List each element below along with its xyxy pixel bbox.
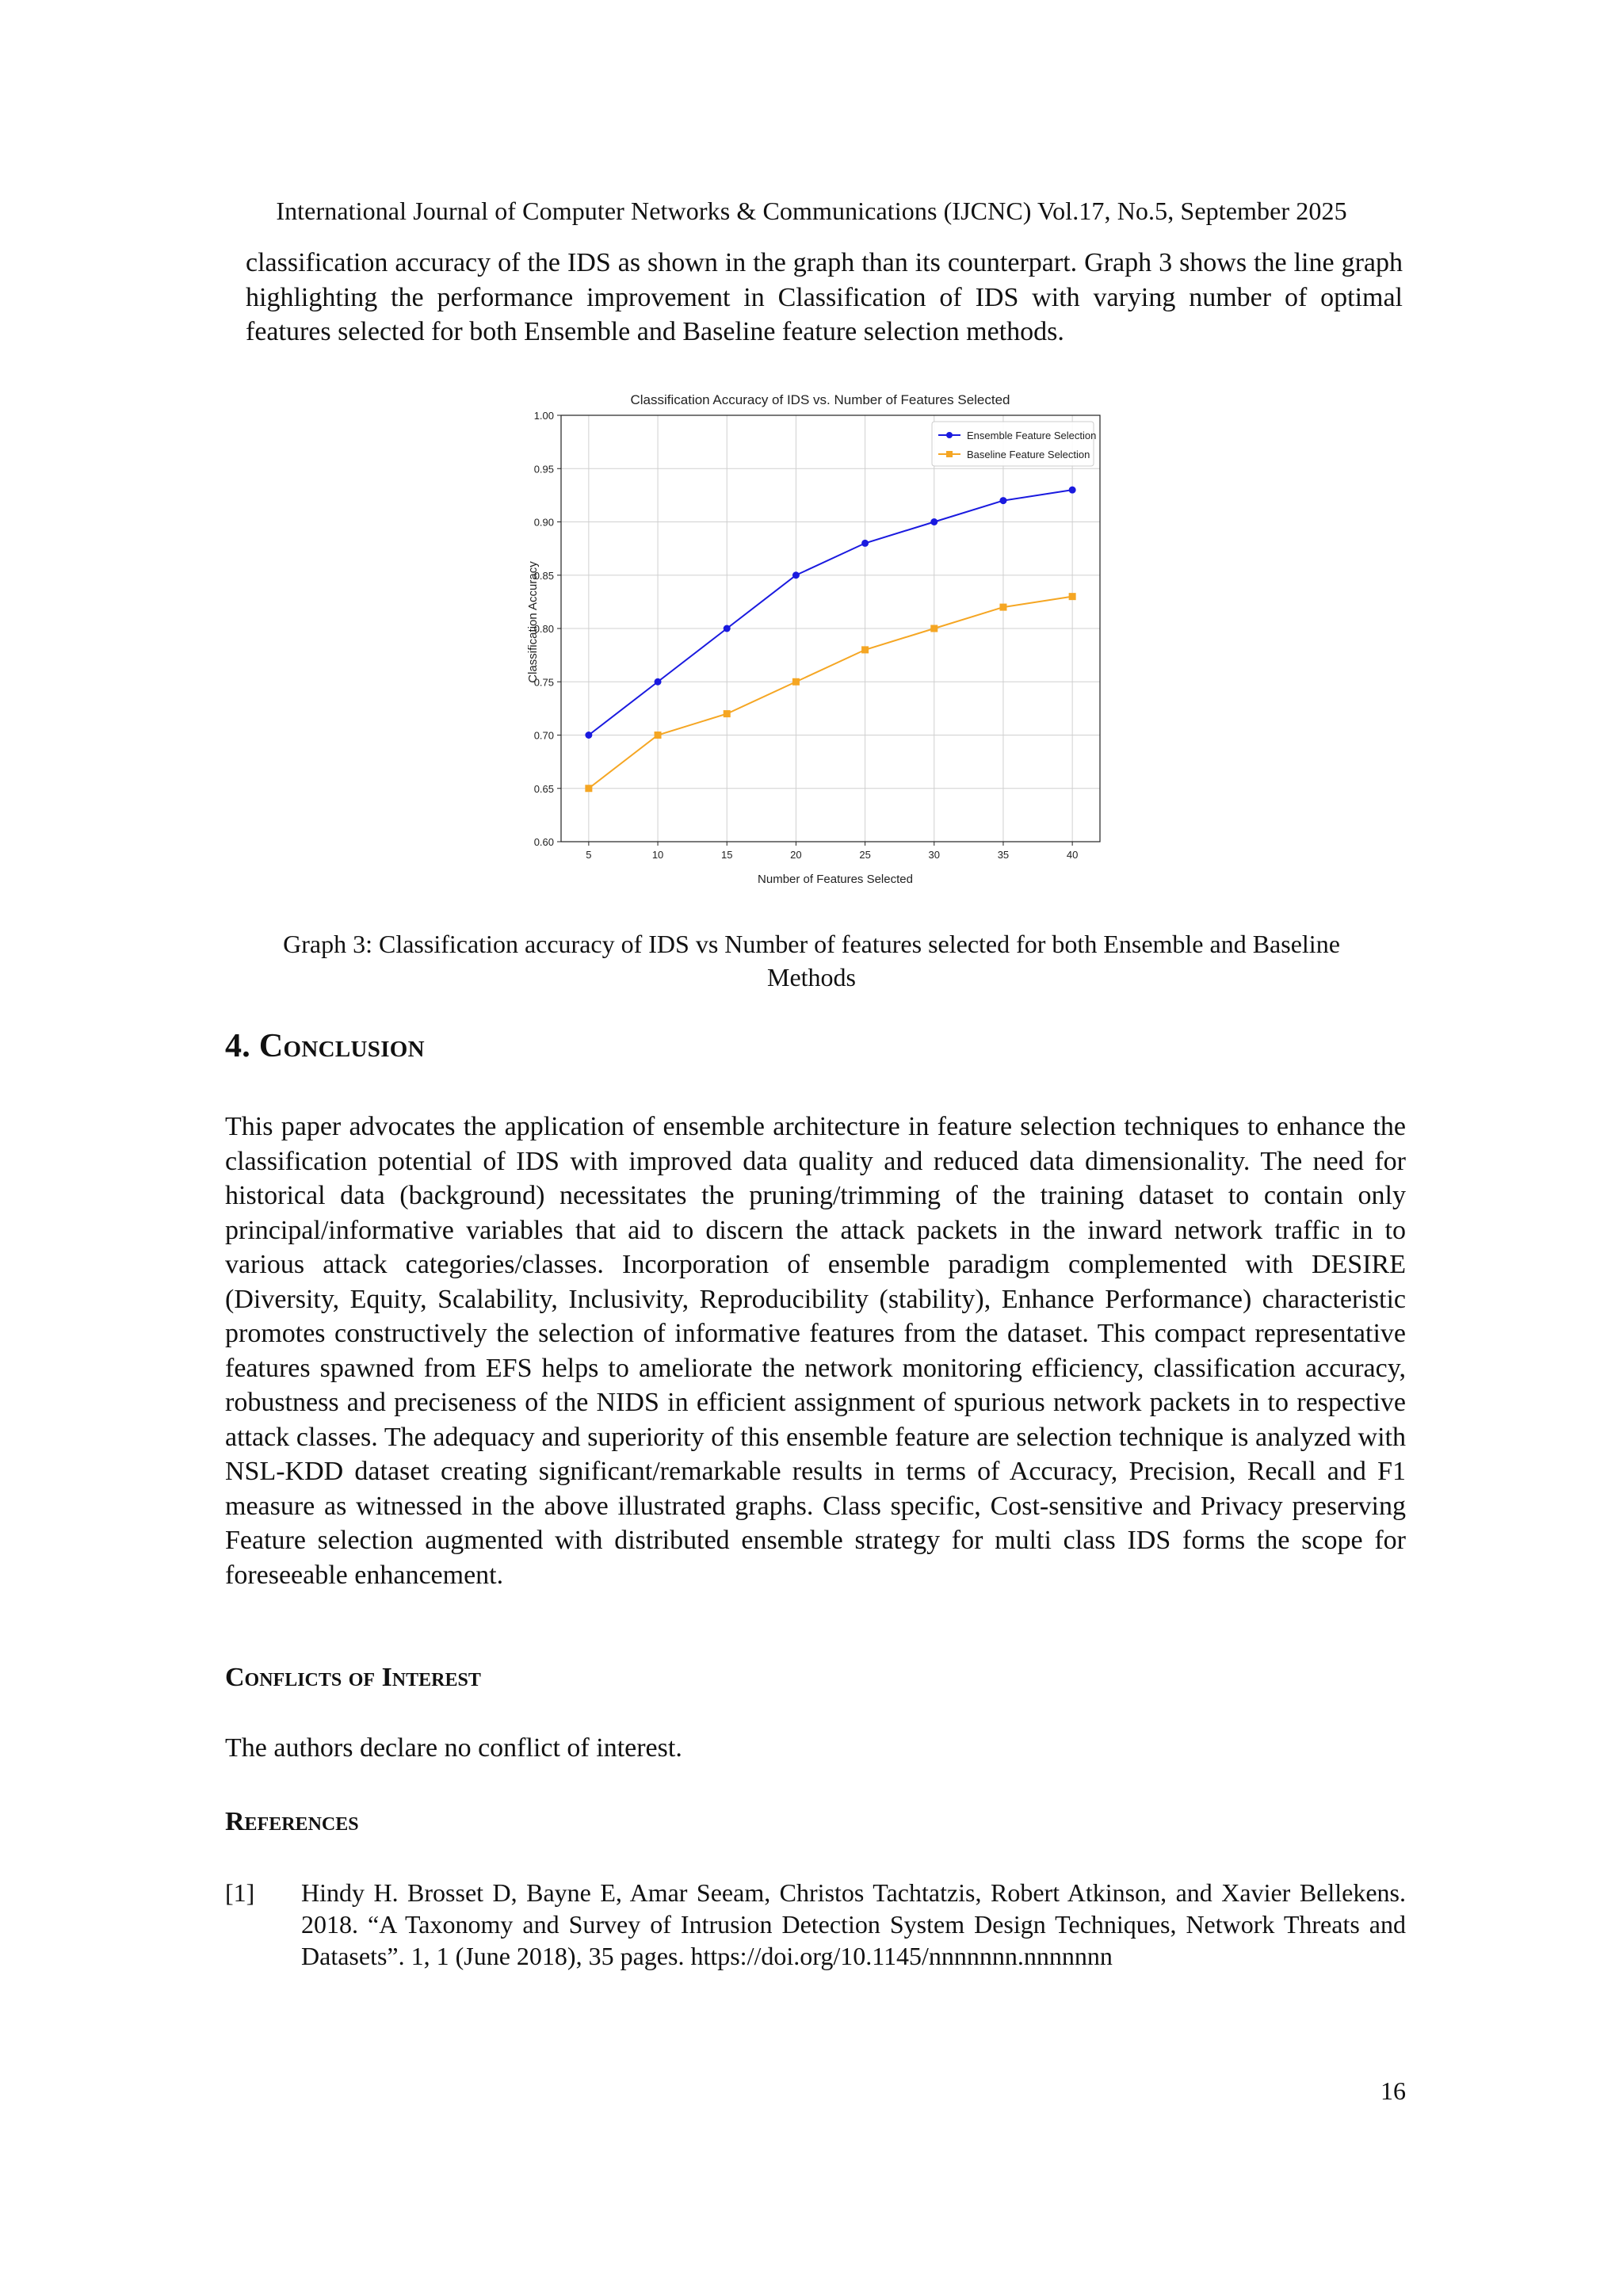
y-tick-label: 0.95	[533, 463, 554, 476]
y-tick-label: 0.80	[533, 623, 554, 635]
reference-text: Hindy H. Brosset D, Bayne E, Amar Seeam, Christos Tachtatzis, Robert Atkinson, and Xavier Bellekens. 2018. “A Taxonomy and Survey of Intrusion Detection System Design Techniques, Network Threats and Datasets”. 1, 1 (June 2018), 35 pages. https://doi.org/10.1145/nnnnnnn.nnnnnnn	[301, 1878, 1406, 1970]
intro-paragraph: classification accuracy of the IDS as shown in the graph than its counterpart. Graph 3 shows the line graph highlighting the performance improvement in Classification of IDS with varying number of optimal features selected for both Ensemble and Baseline feature selection methods.	[246, 248, 1403, 346]
baseline-data-point	[999, 604, 1006, 611]
baseline-series-line	[589, 597, 1072, 789]
ensemble-data-point	[655, 678, 662, 686]
ensemble-data-point	[930, 518, 938, 525]
conclusion-paragraph: This paper advocates the application of ensemble architecture in feature selection techniques to enhance the classification potential of IDS with improved data quality and reduced data dimensionality. The need for historical data (background) necessitates the pruning/trimming of the training dataset to contain only principal/informative variables that aid to discern the attack packets in the inward network traffic in to various attack categories/classes. Incorporation of ensemble paradigm complemented with DESIRE (Diversity, Equity, Scalability, Inclusivity, Reproducibility (stability), Enhance Performance) characteristic promotes constructively the selection of informative features from the dataset. This compact representative features spawned from EFS helps to ameliorate the network monitoring efficiency, classification accuracy, robustness and preciseness of the NIDS in efficient assignment of spurious network packets in to respective attack classes. The adequacy and superiority of this ensemble feature are selection technique is analyzed with NSL-KDD dataset creating significant/remarkable results in terms of Accuracy, Precision, Recall and F1 measure as witnessed in the above illustrated graphs. Class specific, Cost-sensitive and Privacy preserving Feature selection augmented with distributed ensemble strategy for multi class IDS forms the scope for foreseeable enhancement.	[225, 1112, 1406, 1590]
ensemble-series-line	[589, 490, 1072, 735]
y-tick-label: 0.85	[533, 569, 554, 582]
chart-xlabel: Number of Features Selected	[758, 873, 913, 886]
baseline-data-point	[1069, 593, 1076, 600]
x-tick-label: 35	[997, 849, 1010, 861]
x-tick-label: 30	[928, 849, 941, 861]
baseline-data-point	[724, 710, 731, 717]
baseline-legend-marker	[946, 451, 953, 457]
ensemble-data-point	[585, 732, 592, 739]
y-tick-label: 1.00	[533, 410, 554, 422]
chart-title: Classification Accuracy of IDS vs. Number of Features Selected	[630, 392, 1010, 407]
ensemble-data-point	[999, 497, 1006, 504]
baseline-data-point	[930, 625, 938, 632]
accuracy-line-chart	[507, 382, 1109, 897]
page-number: 16	[1381, 2076, 1406, 2105]
references-heading: References	[225, 1807, 359, 1836]
baseline-data-point	[792, 678, 800, 686]
chart-ticks	[534, 410, 1079, 861]
figure-caption: Graph 3: Classification accuracy of IDS vs Number of features selected for both Ensemble and Baseline Methods	[283, 930, 1340, 991]
y-tick-label: 0.90	[533, 516, 554, 529]
baseline-data-point	[585, 785, 592, 792]
y-tick-label: 0.65	[533, 782, 554, 795]
chart-ylabel: Classification Accuracy	[526, 561, 540, 683]
x-tick-label: 10	[651, 849, 664, 861]
y-tick-label: 0.60	[533, 836, 554, 848]
ensemble-data-point	[792, 571, 800, 579]
ensemble-legend-label: Ensemble Feature Selection	[967, 430, 1097, 441]
ensemble-legend-marker	[946, 432, 953, 438]
figure-graph-3	[507, 382, 1109, 897]
chart-gridlines	[561, 415, 1100, 842]
ensemble-data-point	[1069, 487, 1076, 494]
conflicts-paragraph: The authors declare no conflict of interest.	[225, 1733, 682, 1763]
ensemble-data-point	[861, 540, 869, 547]
y-tick-label: 0.70	[533, 729, 554, 742]
conclusion-heading: 4. Conclusion	[225, 1028, 425, 1064]
ensemble-data-point	[724, 625, 731, 632]
x-tick-label: 5	[586, 849, 592, 861]
running-header: International Journal of Computer Networks & Communications (IJCNC) Vol.17, No.5, September 2025	[276, 197, 1347, 225]
chart-series	[585, 487, 1075, 793]
reference-number: [1]	[225, 1878, 255, 1907]
chart-legend	[932, 422, 1096, 466]
x-tick-label: 40	[1066, 849, 1079, 861]
x-tick-label: 25	[859, 849, 871, 861]
baseline-data-point	[861, 646, 869, 653]
x-tick-label: 20	[790, 849, 802, 861]
y-tick-label: 0.75	[533, 676, 554, 689]
x-tick-label: 15	[720, 849, 733, 861]
baseline-data-point	[655, 732, 662, 739]
conflicts-heading: Conflicts of Interest	[225, 1663, 481, 1692]
baseline-legend-label: Baseline Feature Selection	[967, 449, 1090, 460]
